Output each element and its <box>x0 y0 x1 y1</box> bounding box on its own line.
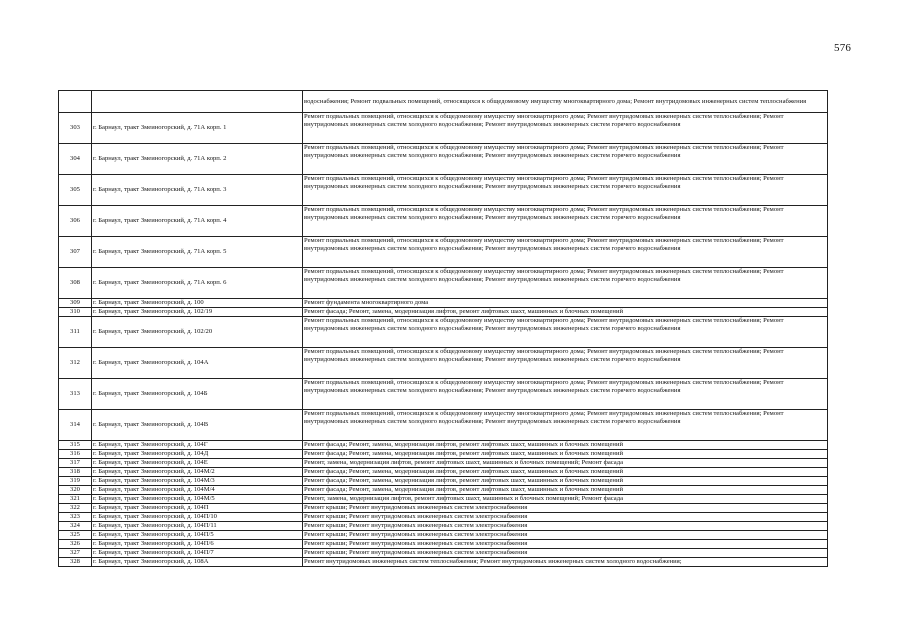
address-cell: г. Барнаул, тракт Змеиногорский, д. 104Д <box>92 450 303 459</box>
row-number-cell: 311 <box>59 317 92 348</box>
address-cell: г. Барнаул, тракт Змеиногорский, д. 102/20 <box>92 317 303 348</box>
row-number-cell: 304 <box>59 144 92 175</box>
address-cell: г. Барнаул, тракт Змеиногорский, д. 71А корп. 3 <box>92 175 303 206</box>
table-row <box>59 144 828 175</box>
row-number-cell: 326 <box>59 540 92 549</box>
work-description-cell: Ремонт фасада; Ремонт, замена, модернизация лифтов, ремонт лифтовых шахт, машинных и блочных помещений <box>303 486 828 495</box>
address-cell <box>92 91 303 113</box>
work-description-cell: Ремонт подвальных помещений, относящихся к общедомовому имуществу многоквартирного дома; Ремонт внутридомовых инженерных систем теплоснабжения; Ремонт внутридомовых инженерных систем холодного водоснабжения; Ремонт внутридомовых инженерных систем горячего водоснабжения <box>303 206 828 237</box>
work-description-cell: Ремонт, замена, модернизация лифтов, ремонт лифтовых шахт, машинных и блочных помещений; Ремонт фасада <box>303 459 828 468</box>
work-description-cell: Ремонт фасада; Ремонт, замена, модернизация лифтов, ремонт лифтовых шахт, машинных и блочных помещений <box>303 450 828 459</box>
row-number-cell: 323 <box>59 513 92 522</box>
table-row <box>59 348 828 379</box>
work-description-cell: Ремонт фасада; Ремонт, замена, модернизация лифтов, ремонт лифтовых шахт, машинных и блочных помещений <box>303 308 828 317</box>
address-cell: г. Барнаул, тракт Змеиногорский, д. 102/19 <box>92 308 303 317</box>
work-description-cell: Ремонт, замена, модернизация лифтов, ремонт лифтовых шахт, машинных и блочных помещений; Ремонт фасада <box>303 495 828 504</box>
table-row <box>59 549 828 558</box>
row-number-cell: 328 <box>59 558 92 567</box>
row-number-cell: 306 <box>59 206 92 237</box>
table-row <box>59 450 828 459</box>
row-number-cell: 324 <box>59 522 92 531</box>
table-row <box>59 268 828 299</box>
table-row <box>59 531 828 540</box>
table-row <box>59 540 828 549</box>
row-number-cell: 325 <box>59 531 92 540</box>
table-row <box>59 522 828 531</box>
address-cell: г. Барнаул, тракт Змеиногорский, д. 104П <box>92 504 303 513</box>
table-body <box>59 91 828 567</box>
address-cell: г. Барнаул, тракт Змеиногорский, д. 71А корп. 1 <box>92 113 303 144</box>
table-row <box>59 459 828 468</box>
address-cell: г. Барнаул, тракт Змеиногорский, д. 104П/5 <box>92 531 303 540</box>
row-number-cell: 321 <box>59 495 92 504</box>
table-row <box>59 477 828 486</box>
row-number-cell: 310 <box>59 308 92 317</box>
work-description-cell: Ремонт подвальных помещений, относящихся к общедомовому имуществу многоквартирного дома; Ремонт внутридомовых инженерных систем теплоснабжения; Ремонт внутридомовых инженерных систем холодного водоснабжения; Ремонт внутридомовых инженерных систем горячего водоснабжения <box>303 410 828 441</box>
table-row <box>59 486 828 495</box>
row-number-cell: 318 <box>59 468 92 477</box>
row-number-cell: 317 <box>59 459 92 468</box>
address-cell: г. Барнаул, тракт Змеиногорский, д. 71А корп. 6 <box>92 268 303 299</box>
work-description-cell: Ремонт крыши; Ремонт внутридомовых инженерных систем электроснабжения <box>303 549 828 558</box>
address-cell: г. Барнаул, тракт Змеиногорский, д. 104Е <box>92 459 303 468</box>
repair-register-table <box>58 90 828 567</box>
address-cell: г. Барнаул, тракт Змеиногорский, д. 108А <box>92 558 303 567</box>
work-description-cell: Ремонт подвальных помещений, относящихся к общедомовому имуществу многоквартирного дома; Ремонт внутридомовых инженерных систем теплоснабжения; Ремонт внутридомовых инженерных систем холодного водоснабжения; Ремонт внутридомовых инженерных систем горячего водоснабжения <box>303 317 828 348</box>
work-description-cell: Ремонт фасада; Ремонт, замена, модернизация лифтов, ремонт лифтовых шахт, машинных и блочных помещений <box>303 441 828 450</box>
address-cell: г. Барнаул, тракт Змеиногорский, д. 104П/10 <box>92 513 303 522</box>
work-description-cell: Ремонт подвальных помещений, относящихся к общедомовому имуществу многоквартирного дома; Ремонт внутридомовых инженерных систем теплоснабжения; Ремонт внутридомовых инженерных систем холодного водоснабжения; Ремонт внутридомовых инженерных систем горячего водоснабжения <box>303 379 828 410</box>
work-description-cell: Ремонт подвальных помещений, относящихся к общедомовому имуществу многоквартирного дома; Ремонт внутридомовых инженерных систем теплоснабжения; Ремонт внутридомовых инженерных систем холодного водоснабжения; Ремонт внутридомовых инженерных систем горячего водоснабжения <box>303 113 828 144</box>
work-description-cell: Ремонт крыши; Ремонт внутридомовых инженерных систем электроснабжения <box>303 504 828 513</box>
work-description-cell: Ремонт крыши; Ремонт внутридомовых инженерных систем электроснабжения <box>303 540 828 549</box>
table-row <box>59 317 828 348</box>
table-row <box>59 468 828 477</box>
row-number-cell: 322 <box>59 504 92 513</box>
address-cell: г. Барнаул, тракт Змеиногорский, д. 71А корп. 4 <box>92 206 303 237</box>
table-row <box>59 513 828 522</box>
address-cell: г. Барнаул, тракт Змеиногорский, д. 100 <box>92 299 303 308</box>
table-row <box>59 410 828 441</box>
table-row <box>59 379 828 410</box>
work-description-cell: Ремонт подвальных помещений, относящихся к общедомовому имуществу многоквартирного дома; Ремонт внутридомовых инженерных систем теплоснабжения; Ремонт внутридомовых инженерных систем холодного водоснабжения; Ремонт внутридомовых инженерных систем горячего водоснабжения <box>303 348 828 379</box>
page-number: 576 <box>834 42 852 54</box>
address-cell: г. Барнаул, тракт Змеиногорский, д. 71А корп. 2 <box>92 144 303 175</box>
table-row <box>59 299 828 308</box>
work-description-cell: Ремонт подвальных помещений, относящихся к общедомовому имуществу многоквартирного дома; Ремонт внутридомовых инженерных систем теплоснабжения; Ремонт внутридомовых инженерных систем холодного водоснабжения; Ремонт внутридомовых инженерных систем горячего водоснабжения <box>303 237 828 268</box>
row-number-cell: 305 <box>59 175 92 206</box>
row-number-cell: 316 <box>59 450 92 459</box>
address-cell: г. Барнаул, тракт Змеиногорский, д. 104Г <box>92 441 303 450</box>
work-description-cell: Ремонт фасада; Ремонт, замена, модернизация лифтов, ремонт лифтовых шахт, машинных и блочных помещений <box>303 477 828 486</box>
address-cell: г. Барнаул, тракт Змеиногорский, д. 104П/7 <box>92 549 303 558</box>
work-description-cell: Ремонт крыши; Ремонт внутридомовых инженерных систем электроснабжения <box>303 513 828 522</box>
table-row <box>59 308 828 317</box>
work-description-cell: Ремонт подвальных помещений, относящихся к общедомовому имуществу многоквартирного дома; Ремонт внутридомовых инженерных систем теплоснабжения; Ремонт внутридомовых инженерных систем холодного водоснабжения; Ремонт внутридомовых инженерных систем горячего водоснабжения <box>303 175 828 206</box>
table-row <box>59 113 828 144</box>
row-number-cell: 314 <box>59 410 92 441</box>
row-number-cell: 313 <box>59 379 92 410</box>
address-cell: г. Барнаул, тракт Змеиногорский, д. 104А <box>92 348 303 379</box>
table-row <box>59 495 828 504</box>
table-row <box>59 237 828 268</box>
work-description-cell: водоснабжения; Ремонт подвальных помещений, относящихся к общедомовому имуществу многоквартирного дома; Ремонт внутридомовых инженерных систем теплоснабжения <box>303 91 828 113</box>
row-number-cell: 309 <box>59 299 92 308</box>
address-cell: г. Барнаул, тракт Змеиногорский, д. 71А корп. 5 <box>92 237 303 268</box>
table-row <box>59 175 828 206</box>
row-number-cell: 312 <box>59 348 92 379</box>
work-description-cell: Ремонт фундамента многоквартирного дома <box>303 299 828 308</box>
address-cell: г. Барнаул, тракт Змеиногорский, д. 104М/3 <box>92 477 303 486</box>
work-description-cell: Ремонт крыши; Ремонт внутридомовых инженерных систем электроснабжения <box>303 522 828 531</box>
row-number-cell: 319 <box>59 477 92 486</box>
row-number-cell <box>59 91 92 113</box>
row-number-cell: 320 <box>59 486 92 495</box>
address-cell: г. Барнаул, тракт Змеиногорский, д. 104М/5 <box>92 495 303 504</box>
row-number-cell: 315 <box>59 441 92 450</box>
work-description-cell: Ремонт крыши; Ремонт внутридомовых инженерных систем электроснабжения <box>303 531 828 540</box>
row-number-cell: 303 <box>59 113 92 144</box>
table-row <box>59 91 828 113</box>
work-description-cell: Ремонт внутридомовых инженерных систем теплоснабжения; Ремонт внутридомовых инженерных систем холодного водоснабжения; <box>303 558 828 567</box>
table-row <box>59 206 828 237</box>
address-cell: г. Барнаул, тракт Змеиногорский, д. 104М/2 <box>92 468 303 477</box>
row-number-cell: 308 <box>59 268 92 299</box>
address-cell: г. Барнаул, тракт Змеиногорский, д. 104В <box>92 410 303 441</box>
row-number-cell: 327 <box>59 549 92 558</box>
table-row <box>59 504 828 513</box>
address-cell: г. Барнаул, тракт Змеиногорский, д. 104Б <box>92 379 303 410</box>
address-cell: г. Барнаул, тракт Змеиногорский, д. 104П/11 <box>92 522 303 531</box>
work-description-cell: Ремонт подвальных помещений, относящихся к общедомовому имуществу многоквартирного дома; Ремонт внутридомовых инженерных систем теплоснабжения; Ремонт внутридомовых инженерных систем холодного водоснабжения; Ремонт внутридомовых инженерных систем горячего водоснабжения <box>303 268 828 299</box>
address-cell: г. Барнаул, тракт Змеиногорский, д. 104П/6 <box>92 540 303 549</box>
work-description-cell: Ремонт фасада; Ремонт, замена, модернизация лифтов, ремонт лифтовых шахт, машинных и блочных помещений <box>303 468 828 477</box>
table-row <box>59 558 828 567</box>
row-number-cell: 307 <box>59 237 92 268</box>
address-cell: г. Барнаул, тракт Змеиногорский, д. 104М/4 <box>92 486 303 495</box>
work-description-cell: Ремонт подвальных помещений, относящихся к общедомовому имуществу многоквартирного дома; Ремонт внутридомовых инженерных систем теплоснабжения; Ремонт внутридомовых инженерных систем холодного водоснабжения; Ремонт внутридомовых инженерных систем горячего водоснабжения <box>303 144 828 175</box>
table-row <box>59 441 828 450</box>
